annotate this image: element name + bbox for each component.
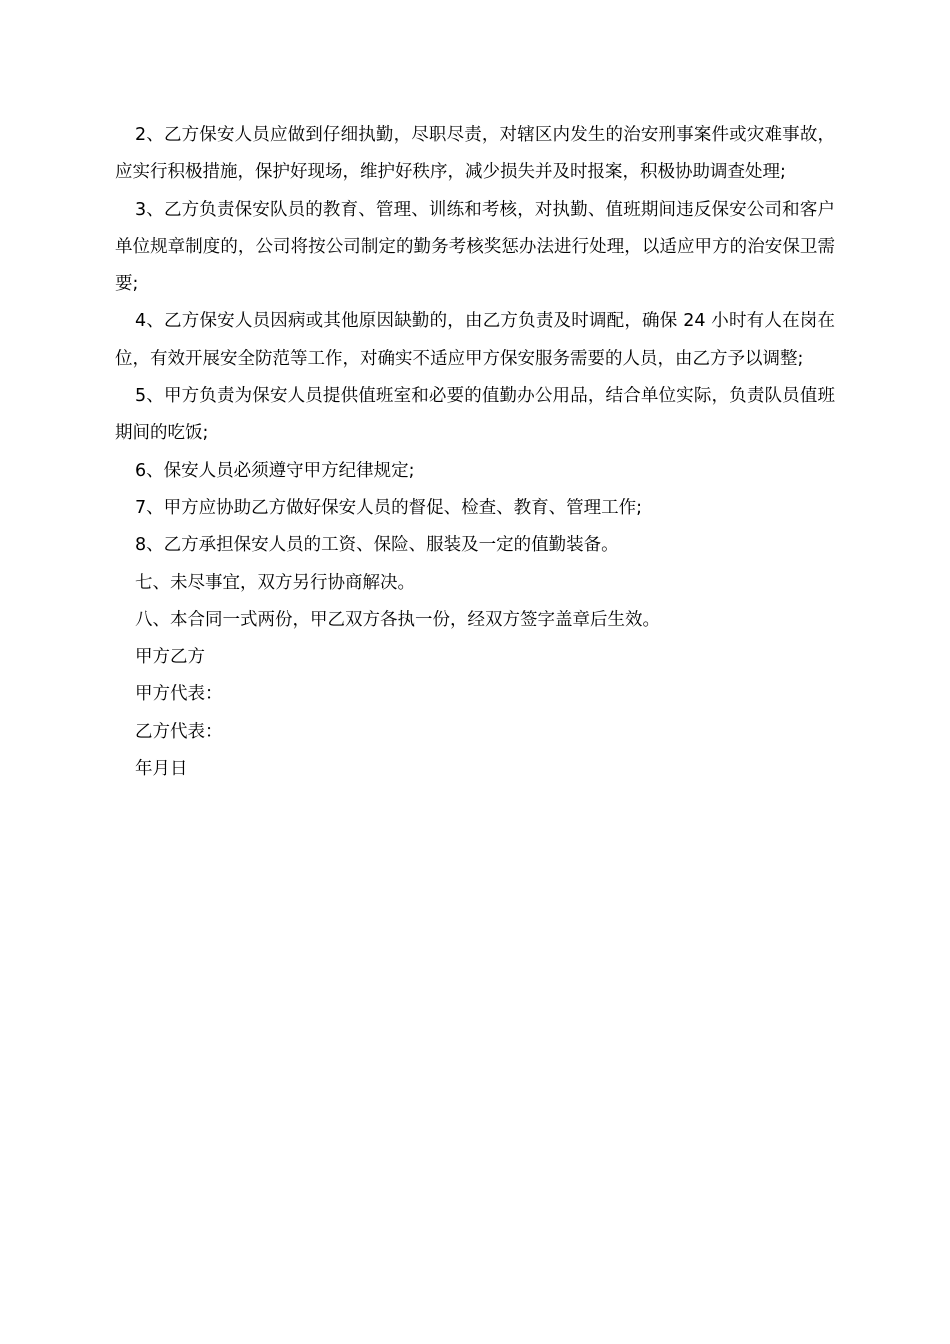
clause-4: 4、乙方保安人员因病或其他原因缺勤的，由乙方负责及时调配，确保 24 小时有人在岗在位，有效开展安全防范等工作，对确实不适应甲方保安服务需要的人员，由乙方予以调整; — [115, 311, 835, 369]
signature-date: 年月日 — [135, 759, 188, 780]
clause-7: 7、甲方应协助乙方做好保安人员的督促、检查、教育、管理工作; — [135, 497, 643, 518]
article-7: 七、未尽事宜，双方另行协商解决。 — [135, 572, 415, 593]
clause-3: 3、乙方负责保安队员的教育、管理、训练和考核，对执勤、值班期间违反保安公司和客户单位规章制度的，公司将按公司制定的勤务考核奖惩办法进行处理，以适应甲方的治安保卫需要; — [115, 199, 835, 295]
article-8: 八、本合同一式两份，甲乙双方各执一份，经双方签字盖章后生效。 — [135, 609, 660, 630]
document-body — [115, 117, 835, 788]
signature-party-b-representative: 乙方代表： — [135, 721, 223, 742]
signature-party-a-representative: 甲方代表： — [135, 684, 223, 705]
clause-5: 5、甲方负责为保安人员提供值班室和必要的值勤办公用品，结合单位实际，负责队员值班期间的吃饭; — [115, 386, 835, 444]
clause-6: 6、保安人员必须遵守甲方纪律规定; — [135, 460, 415, 481]
clause-2: 2、乙方保安人员应做到仔细执勤，尽职尽责，对辖区内发生的治安刑事案件或灾难事故，应实行积极措施，保护好现场，维护好秩序，减少损失并及时报案，积极协助调查处理; — [115, 125, 835, 183]
clause-8: 8、乙方承担保安人员的工资、保险、服装及一定的值勤装备。 — [135, 535, 619, 556]
signature-parties: 甲方乙方 — [135, 647, 205, 668]
